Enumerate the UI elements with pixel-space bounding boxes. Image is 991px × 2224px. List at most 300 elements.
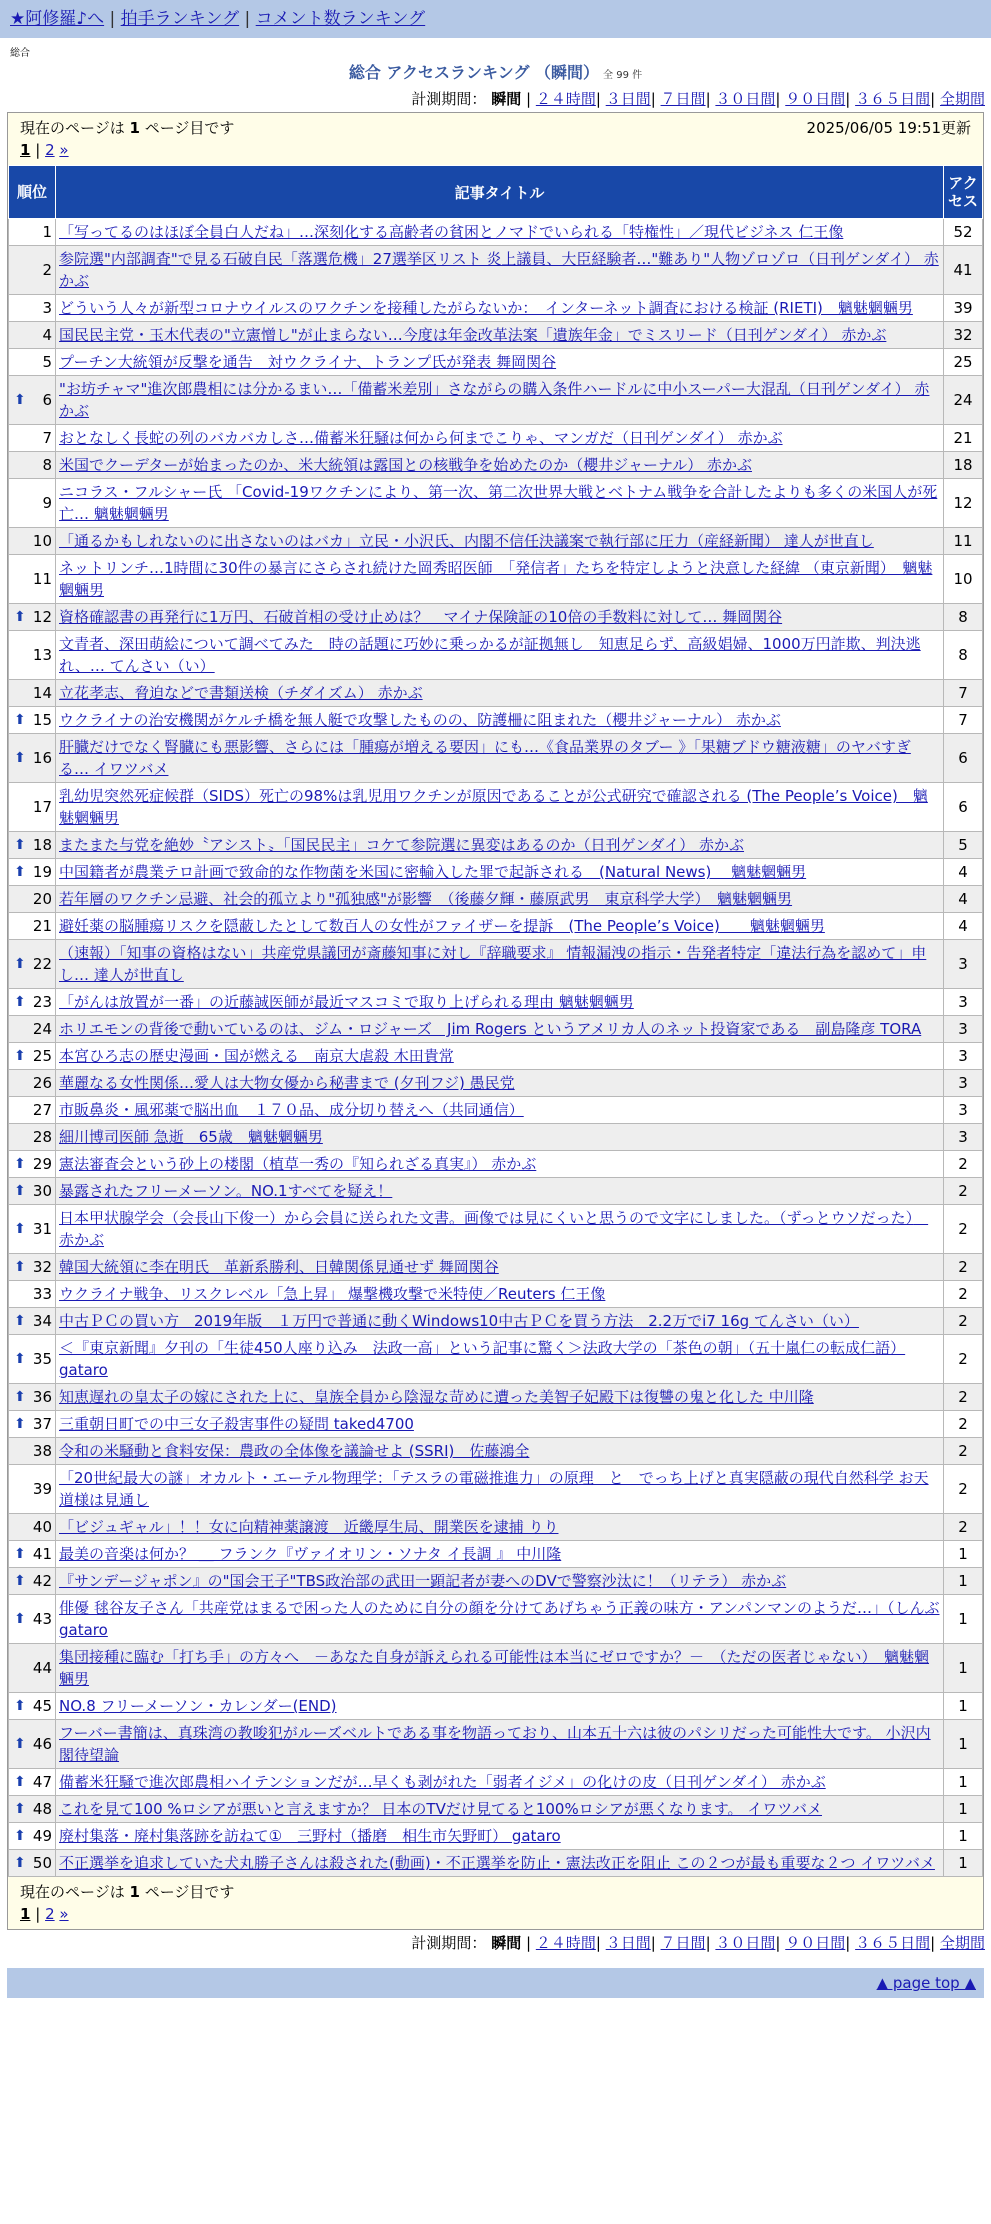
title-cell <box>56 1720 944 1769</box>
period-option-link[interactable]: ９０日間 <box>785 90 846 108</box>
page-top-link[interactable]: ▲ page top ▲ <box>876 1974 976 1992</box>
page-status <box>20 117 234 139</box>
rank-cell <box>9 349 56 376</box>
page-links <box>20 139 971 161</box>
rank-number: 6 <box>42 391 52 409</box>
period-current: 瞬間 <box>491 90 522 108</box>
rank-cell <box>9 1796 56 1823</box>
access-count: 1 <box>944 1595 983 1644</box>
period-separator: | <box>650 1934 656 1952</box>
title-cell <box>56 680 944 707</box>
article-link[interactable]: 暴露されたフリーメーソン。NO.1すべてを疑え！ <box>59 1182 393 1200</box>
rank-cell <box>9 528 56 555</box>
access-count: 1 <box>944 1568 983 1595</box>
period-separator: | <box>705 90 711 108</box>
period-selector-top <box>0 86 991 112</box>
table-row <box>9 1693 983 1720</box>
access-count: 2 <box>944 1438 983 1465</box>
table-row <box>9 604 983 631</box>
article-link[interactable]: 令和の米騒動と食料安保：農政の全体像を議論せよ (SSRI) 佐藤鴻全 <box>59 1442 530 1460</box>
rank-number: 22 <box>32 955 52 973</box>
rank-up-arrow-icon: ⬆ <box>14 1698 26 1714</box>
page-separator: | <box>35 1905 41 1923</box>
article-link[interactable]: 『サンデージャポン』の"国会王子"TBS政治部の武田一顕記者が妻へのDVで警察沙汰に！（リテラ） 赤かぶ <box>59 1572 787 1590</box>
title-cell <box>56 479 944 528</box>
article-link[interactable]: 細川博司医師 急逝 65歳 魑魅魍魎男 <box>59 1128 323 1146</box>
article-link[interactable]: 備蓄米狂騒で進次郎農相ハイテンションだが…早くも剥がれた「弱者イジメ」の化けの皮（日刊ゲンダイ） 赤かぶ <box>59 1773 826 1791</box>
article-link[interactable]: ウクライナの治安機関がケルチ橋を無人艇で攻撃したものの、防護柵に阻まれた（櫻井ジャーナル） 赤かぶ <box>59 711 781 729</box>
rank-cell <box>9 295 56 322</box>
title-cell <box>56 322 944 349</box>
rank-cell <box>9 1097 56 1124</box>
rank-cell <box>9 859 56 886</box>
article-link[interactable]: 「20世紀最大の謎」オカルト・エーテル物理学：「テスラの電磁推進力」の原理 と でっち上げと真実隠蔽の現代自然科学 お天道様は見通し <box>59 1469 929 1509</box>
rank-number: 48 <box>32 1800 52 1818</box>
article-link[interactable]: 市販鼻炎・風邪薬で脳出血 １７０品、成分切り替えへ（共同通信） <box>59 1101 524 1119</box>
article-link[interactable]: 「ビジュギャル」！！女に向精神薬譲渡 近畿厚生局、開業医を逮捕 りり <box>59 1518 559 1536</box>
table-row <box>9 1644 983 1693</box>
article-link[interactable]: 三重朝日町での中三女子殺害事件の疑問 taked4700 <box>59 1415 414 1433</box>
period-option-link[interactable]: ３６５日間 <box>855 1934 931 1952</box>
article-link[interactable]: ニコラス・フルシャー氏 「Covid-19ワクチンにより、第一次、第二次世界大戦とベトナム戦争を合計したよりも多くの米国人が死亡… 魑魅魍魎男 <box>59 483 938 523</box>
rank-up-arrow-icon: ⬆ <box>14 1221 26 1237</box>
rank-number: 19 <box>32 863 52 881</box>
rank-number: 33 <box>32 1285 52 1303</box>
rank-cell <box>9 555 56 604</box>
title-cell <box>56 1693 944 1720</box>
table-row <box>9 1541 983 1568</box>
rank-cell <box>9 913 56 940</box>
rank-number: 1 <box>42 223 52 241</box>
rank-number: 24 <box>32 1020 52 1038</box>
article-link[interactable]: （速報）「知事の資格はない」共産党県議団が斎藤知事に対し『辞職要求』 情報漏洩の指示・告発者特定「違法行為を認めて」申し… 達人が世直し <box>59 944 927 984</box>
period-option-link[interactable]: ７日間 <box>660 90 706 108</box>
current-page: 1 <box>20 141 31 159</box>
rank-number: 38 <box>32 1442 52 1460</box>
table-row <box>9 1823 983 1850</box>
access-count: 3 <box>944 940 983 989</box>
access-count: 25 <box>944 349 983 376</box>
rank-up-arrow-icon: ⬆ <box>14 609 26 625</box>
rank-cell <box>9 479 56 528</box>
article-link[interactable]: 俳優 毬谷友子さん「共産党はまるで困った人のために自分の顔を分けてあげちゃう正義の味方・アンパンマンのようだ…」（しんぶ gataro <box>59 1599 940 1639</box>
article-link[interactable]: 立花孝志、脅迫などで書類送検（チダイズム） 赤かぶ <box>59 684 423 702</box>
rank-number: 12 <box>32 608 52 626</box>
article-link[interactable]: 日本甲状腺学会（会長山下俊一）から会員に送られた文書。画像では見にくいと思うので文字にしました。（ずっとウソだった） 赤かぶ <box>59 1209 929 1249</box>
page-links <box>20 1903 971 1925</box>
table-row <box>9 452 983 479</box>
access-count: 5 <box>944 832 983 859</box>
rank-number: 28 <box>32 1128 52 1146</box>
table-row <box>9 1720 983 1769</box>
period-option-link[interactable]: ３日間 <box>605 1934 651 1952</box>
article-link[interactable]: ホリエモンの背後で動いているのは、ジム・ロジャーズ Jim Rogers というアメリカ人のネット投資家である 副島隆彦 TORA <box>59 1020 922 1038</box>
rank-up-arrow-icon: ⬆ <box>14 864 26 880</box>
article-link[interactable]: 乳幼児突然死症候群（SIDS）死亡の98%は乳児用ワクチンが原因であることが公式研究で確認される (The People’s Voice) 魑魅魍魎男 <box>59 787 928 827</box>
table-row <box>9 219 983 246</box>
title-cell <box>56 1384 944 1411</box>
article-link[interactable]: 憲法審査会という砂上の楼閣（植草一秀の『知られざる真実』） 赤かぶ <box>59 1155 537 1173</box>
title-cell <box>56 913 944 940</box>
title-cell <box>56 1043 944 1070</box>
page-2-link[interactable]: 2 <box>45 1905 55 1923</box>
access-count: 2 <box>944 1281 983 1308</box>
rank-number: 3 <box>42 299 52 317</box>
title-cell <box>56 1097 944 1124</box>
table-row <box>9 1151 983 1178</box>
rank-cell <box>9 1720 56 1769</box>
table-row <box>9 1335 983 1384</box>
rank-cell <box>9 989 56 1016</box>
period-option-link[interactable]: ３０日間 <box>715 90 776 108</box>
table-row <box>9 1178 983 1205</box>
rank-number: 10 <box>32 532 52 550</box>
article-link[interactable]: 「写ってるのはほぼ全員白人だね」…深刻化する高齢者の貧困とノマドでいられる「特権性」／現代ビジネス 仁王像 <box>59 223 844 241</box>
table-row <box>9 832 983 859</box>
rank-up-arrow-icon: ⬆ <box>14 1801 26 1817</box>
access-count: 6 <box>944 783 983 832</box>
rank-cell <box>9 1205 56 1254</box>
rank-cell <box>9 1850 56 1877</box>
rank-cell <box>9 1823 56 1850</box>
rank-up-arrow-icon: ⬆ <box>14 712 26 728</box>
article-link[interactable]: 米国でクーデターが始まったのか、米大統領は露国との核戦争を始めたのか（櫻井ジャーナル） 赤かぶ <box>59 456 752 474</box>
table-row <box>9 1850 983 1877</box>
article-link[interactable]: 国民民主党・玉木代表の"立憲憎し"が止まらない…今度は年金改革法案「遺族年金」でミスリード（日刊ゲンダイ） 赤かぶ <box>59 326 887 344</box>
title-cell <box>56 1644 944 1693</box>
rank-number: 2 <box>42 261 52 279</box>
access-count: 3 <box>944 1097 983 1124</box>
title-cell <box>56 1541 944 1568</box>
nav-separator: | <box>109 9 116 29</box>
table-row <box>9 940 983 989</box>
table-row <box>9 886 983 913</box>
title-cell <box>56 1178 944 1205</box>
rank-cell <box>9 832 56 859</box>
rank-cell <box>9 452 56 479</box>
rank-up-arrow-icon: ⬆ <box>14 1183 26 1199</box>
rank-up-arrow-icon: ⬆ <box>14 1546 26 1562</box>
rank-cell <box>9 1384 56 1411</box>
rank-up-arrow-icon: ⬆ <box>14 1828 26 1844</box>
page-2-link[interactable]: 2 <box>45 141 55 159</box>
rank-number: 42 <box>32 1572 52 1590</box>
rank-up-arrow-icon: ⬆ <box>14 1389 26 1405</box>
access-count: 7 <box>944 680 983 707</box>
rank-number: 18 <box>32 836 52 854</box>
rank-cell <box>9 1178 56 1205</box>
rank-cell <box>9 707 56 734</box>
access-count: 6 <box>944 734 983 783</box>
article-link[interactable]: どういう人々が新型コロナウイルスのワクチンを接種したがらないか： インターネット調査における検証 (RIETI) 魑魅魍魎男 <box>59 299 913 317</box>
article-link[interactable]: またまた与党を絶妙〝アシスト〟「国民民主」コケて参院選に異変はあるのか（日刊ゲンダイ） 赤かぶ <box>59 836 745 854</box>
period-separator: | <box>845 1934 851 1952</box>
title-cell <box>56 707 944 734</box>
title-cell <box>56 940 944 989</box>
rank-up-arrow-icon: ⬆ <box>14 1259 26 1275</box>
title-cell <box>56 1595 944 1644</box>
rank-number: 15 <box>32 711 52 729</box>
title-cell <box>56 425 944 452</box>
article-link[interactable]: 「がんは放置が一番」の近藤誠医師が最近マスコミで取り上げられる理由 魑魅魍魎男 <box>59 993 634 1011</box>
access-count: 1 <box>944 1720 983 1769</box>
access-count: 1 <box>944 1796 983 1823</box>
title-cell <box>56 783 944 832</box>
rank-cell <box>9 783 56 832</box>
ranking-frame <box>7 112 984 1930</box>
access-count: 12 <box>944 479 983 528</box>
table-row <box>9 1097 983 1124</box>
period-separator: | <box>595 90 601 108</box>
table-row <box>9 989 983 1016</box>
article-link[interactable]: 韓国大統領に李在明氏 革新系勝利、日韓関係見通せず 舞岡関谷 <box>59 1258 499 1276</box>
title-cell <box>56 1465 944 1514</box>
rank-cell <box>9 1514 56 1541</box>
title-cell <box>56 1438 944 1465</box>
table-row <box>9 1438 983 1465</box>
rank-number: 46 <box>32 1735 52 1753</box>
article-link[interactable]: ネットリンチ…1時間に30件の暴言にさらされ続けた岡秀昭医師 「発信者」たちを特定しようと決意した経緯 （東京新聞） 魑魅魍魎男 <box>59 559 933 599</box>
rank-up-arrow-icon: ⬆ <box>14 837 26 853</box>
article-link[interactable]: 知恵遅れの皇太子の嫁にされた上に、皇族全員から陰湿な苛めに遭った美智子妃殿下は復讐の鬼と化した 中川隆 <box>59 1388 814 1406</box>
rank-cell <box>9 425 56 452</box>
title-cell <box>56 1823 944 1850</box>
access-count: 2 <box>944 1205 983 1254</box>
title-cell <box>56 295 944 322</box>
rank-cell <box>9 246 56 295</box>
period-separator: | <box>705 1934 711 1952</box>
rank-number: 41 <box>32 1545 52 1563</box>
period-option-link[interactable]: ３０日間 <box>715 1934 776 1952</box>
table-row <box>9 1308 983 1335</box>
access-count: 2 <box>944 1465 983 1514</box>
rank-number: 27 <box>32 1101 52 1119</box>
period-option-link[interactable]: 全期間 <box>939 1934 985 1952</box>
period-option-link[interactable]: ３６５日間 <box>855 90 931 108</box>
table-row <box>9 1769 983 1796</box>
period-separator: | <box>930 1934 936 1952</box>
article-link[interactable]: 参院選"内部調査"で見る石破自民「落選危機」27選挙区リスト 炎上議員、大臣経験者…"難あり"人物ゾロゾロ（日刊ゲンダイ） 赤かぶ <box>59 250 939 290</box>
applause-ranking-link[interactable]: 拍手ランキング <box>120 9 240 29</box>
article-link[interactable]: 避妊薬の脳腫瘍リスクを隠蔽したとして数百人の女性がファイザーを提訴 (The People’s Voice) 魑魅魍魎男 <box>59 917 825 935</box>
access-count: 39 <box>944 295 983 322</box>
title-cell <box>56 1850 944 1877</box>
access-count: 8 <box>944 631 983 680</box>
article-link[interactable]: 肝臓だけでなく腎臓にも悪影響、さらには「腫瘍が増える要因」にも…《食品業界のタブー 》「果糖ブドウ糖液糖」のヤバすぎる… イワツバメ <box>59 738 911 778</box>
table-row <box>9 528 983 555</box>
rank-cell <box>9 1595 56 1644</box>
access-count: 3 <box>944 1070 983 1097</box>
title-cell <box>56 631 944 680</box>
table-row <box>9 631 983 680</box>
current-page: 1 <box>20 1905 31 1923</box>
period-label: 計測期間： <box>411 1934 487 1952</box>
access-count: 1 <box>944 1541 983 1568</box>
article-link[interactable]: プーチン大統領が反撃を通告 対ウクライナ、トランプ氏が発表 舞岡関谷 <box>59 353 557 371</box>
access-count: 41 <box>944 246 983 295</box>
page-status-suffix: ページ目です <box>144 119 235 137</box>
rank-number: 43 <box>32 1610 52 1628</box>
rank-cell <box>9 1465 56 1514</box>
rank-number: 17 <box>32 798 52 816</box>
table-row <box>9 555 983 604</box>
period-option-link[interactable]: 全期間 <box>939 90 985 108</box>
period-separator: | <box>525 90 532 108</box>
period-label: 計測期間： <box>411 90 487 108</box>
rank-up-arrow-icon: ⬆ <box>14 1351 26 1367</box>
table-row <box>9 1043 983 1070</box>
access-count: 2 <box>944 1411 983 1438</box>
title-cell <box>56 1769 944 1796</box>
period-separator: | <box>650 90 656 108</box>
rank-number: 39 <box>32 1480 52 1498</box>
page-status-prefix: 現在のページは <box>20 119 125 137</box>
table-row <box>9 295 983 322</box>
article-link[interactable]: おとなしく長蛇の列のバカバカしさ…備蓄米狂騒は何から何までこりゃ、マンガだ（日刊ゲンダイ） 赤かぶ <box>59 429 783 447</box>
table-row <box>9 322 983 349</box>
rank-up-arrow-icon: ⬆ <box>14 392 26 408</box>
category-label: 総合 <box>10 48 30 59</box>
rank-number: 13 <box>32 646 52 664</box>
table-row <box>9 1016 983 1043</box>
bottom-bar <box>7 1968 984 1998</box>
access-count: 1 <box>944 1823 983 1850</box>
rank-up-arrow-icon: ⬆ <box>14 1313 26 1329</box>
period-selector-bottom <box>0 1930 991 1956</box>
access-count: 7 <box>944 707 983 734</box>
table-row <box>9 1205 983 1254</box>
title-cell <box>56 555 944 604</box>
rank-cell <box>9 1438 56 1465</box>
access-count: 2 <box>944 1308 983 1335</box>
rank-cell <box>9 376 56 425</box>
comment-ranking-link[interactable]: コメント数ランキング <box>255 9 426 29</box>
title-cell <box>56 1796 944 1823</box>
article-link[interactable]: 「通るかもしれないのに出さないのはバカ」立民・小沢氏、内閣不信任決議案で執行部に圧力（産経新聞） 達人が世直し <box>59 532 874 550</box>
rank-number: 31 <box>32 1220 52 1238</box>
access-count: 52 <box>944 219 983 246</box>
article-link[interactable]: フーバー書簡は、真珠湾の教唆犯がルーズベルトである事を物語っており、山本五十六は彼のパシリだった可能性大です。 小沢内閣待望論 <box>59 1724 931 1764</box>
access-count: 1 <box>944 1693 983 1720</box>
period-separator: | <box>775 90 781 108</box>
next-page-link[interactable]: » <box>59 1905 69 1923</box>
title-cell <box>56 1281 944 1308</box>
table-row <box>9 1796 983 1823</box>
title-cell <box>56 859 944 886</box>
title-cell <box>56 1151 944 1178</box>
access-count: 1 <box>944 1769 983 1796</box>
rank-cell <box>9 1541 56 1568</box>
article-link[interactable]: ウクライナ戦争、リスクレベル「急上昇」 爆撃機攻撃で米特使／Reuters 仁王像 <box>59 1285 606 1303</box>
article-link[interactable]: 集団接種に臨む「打ち手」の方々へ －あなた自身が訴えられる可能性は本当にゼロですか？－ （ただの医者じゃない） 魑魅魍魎男 <box>59 1648 930 1688</box>
title-cell <box>56 1124 944 1151</box>
access-count: 3 <box>944 1124 983 1151</box>
title-cell <box>56 1308 944 1335</box>
rank-cell <box>9 886 56 913</box>
rank-cell <box>9 680 56 707</box>
article-link[interactable]: 文青者、深田萌絵について調べてみた 時の話題に巧妙に乗っかるが証拠無し 知恵足らず、高級娼婦、1000万円詐欺、判決逃れ、… てんさい（い） <box>59 635 921 675</box>
access-count: 2 <box>944 1514 983 1541</box>
ranking-table <box>8 165 983 1877</box>
access-header: アクセス <box>944 166 983 219</box>
article-link[interactable]: 最美の音楽は何か？ ＿ フランク『ヴァイオリン・ソナタ イ長調 』 中川隆 <box>59 1545 562 1563</box>
period-option-link[interactable]: ７日間 <box>660 1934 706 1952</box>
article-link[interactable]: これを見て100 %ロシアが悪いと言えますか？ 日本のTVだけ見てると100%ロシアが悪くなります。 イワツバメ <box>59 1800 822 1818</box>
rank-cell <box>9 322 56 349</box>
access-count: 4 <box>944 859 983 886</box>
rank-number: 23 <box>32 993 52 1011</box>
period-separator: | <box>775 1934 781 1952</box>
article-link[interactable]: 中国籍者が農業テロ計画で致命的な作物菌を米国に密輸入した罪で起訴される (Natural News) 魑魅魍魎男 <box>59 863 807 881</box>
table-row <box>9 246 983 295</box>
article-link[interactable]: 本宮ひろ志の歴史漫画・国が燃える 南京大虐殺 木田貴常 <box>59 1047 454 1065</box>
rank-number: 25 <box>32 1047 52 1065</box>
rank-cell <box>9 1070 56 1097</box>
access-count: 32 <box>944 322 983 349</box>
title-cell <box>56 349 944 376</box>
article-link[interactable]: 中古ＰＣの買い方 2019年版 １万円で普通に動くWindows10中古ＰＣを買う方法 2.2万でi7 16g てんさい（い） <box>59 1312 859 1330</box>
title-cell <box>56 1016 944 1043</box>
period-separator: | <box>525 1934 532 1952</box>
access-count: 24 <box>944 376 983 425</box>
access-count: 4 <box>944 886 983 913</box>
period-option-link[interactable]: ２４時間 <box>535 90 596 108</box>
table-row <box>9 1465 983 1514</box>
access-count: 2 <box>944 1384 983 1411</box>
rank-up-arrow-icon: ⬆ <box>14 1416 26 1432</box>
access-count: 3 <box>944 989 983 1016</box>
rank-number: 50 <box>32 1854 52 1872</box>
period-option-link[interactable]: ９０日間 <box>785 1934 846 1952</box>
rank-cell <box>9 940 56 989</box>
rank-cell <box>9 1151 56 1178</box>
rank-number: 44 <box>32 1659 52 1677</box>
article-link[interactable]: 若年層のワクチン忌避、社会的孤立より"孤独感"が影響 （後藤夕輝・藤原武男 東京科学大学） 魑魅魍魎男 <box>59 890 793 908</box>
title-cell <box>56 376 944 425</box>
article-link[interactable]: 不正選挙を追求していた犬丸勝子さんは殺された(動画)・不正選挙を防止・憲法改正を阻止 この２つが最も重要な２つ イワツバメ <box>59 1854 935 1872</box>
title-cell <box>56 1070 944 1097</box>
top-nav <box>0 0 991 38</box>
period-option-link[interactable]: ３日間 <box>605 90 651 108</box>
article-link[interactable]: ＜『東京新聞』夕刊の「生徒450人座り込み 法政一高」という記事に驚く＞法政大学の「茶色の朝」（五十嵐仁の転成仁語） gataro <box>59 1339 906 1379</box>
article-link[interactable]: "お坊チャマ"進次郎農相には分かるまい…「備蓄米差別」さながらの購入条件ハードルに中小スーパー大混乱（日刊ゲンダイ） 赤かぶ <box>59 380 930 420</box>
home-link[interactable]: ★阿修羅♪へ <box>10 9 105 29</box>
period-separator: | <box>930 90 936 108</box>
pager-top <box>8 113 983 165</box>
next-page-link[interactable]: » <box>59 141 69 159</box>
rank-number: 49 <box>32 1827 52 1845</box>
article-link[interactable]: 華麗なる女性関係…愛人は大物女優から秘書まで (夕刊フジ) 愚民党 <box>59 1074 515 1092</box>
article-link[interactable]: NO.8 フリーメーソン・カレンダー(END) <box>59 1697 337 1715</box>
rank-number: 35 <box>32 1350 52 1368</box>
rank-up-arrow-icon: ⬆ <box>14 1156 26 1172</box>
table-row <box>9 1124 983 1151</box>
rank-up-arrow-icon: ⬆ <box>14 956 26 972</box>
title-cell <box>56 528 944 555</box>
rank-number: 36 <box>32 1388 52 1406</box>
article-link[interactable]: 資格確認書の再発行に1万円、石破首相の受け止めは？ マイナ保険証の10倍の手数料に対して… 舞岡関谷 <box>59 608 783 626</box>
access-count: 11 <box>944 528 983 555</box>
article-link[interactable]: 廃村集落・廃村集落跡を訪ねて① 三野村（播磨 相生市矢野町） gataro <box>59 1827 561 1845</box>
rank-cell <box>9 1411 56 1438</box>
rank-cell <box>9 1254 56 1281</box>
rank-number: 45 <box>32 1697 52 1715</box>
table-row <box>9 1595 983 1644</box>
rank-number: 5 <box>42 353 52 371</box>
title-cell <box>56 989 944 1016</box>
table-row <box>9 734 983 783</box>
period-option-link[interactable]: ２４時間 <box>535 1934 596 1952</box>
